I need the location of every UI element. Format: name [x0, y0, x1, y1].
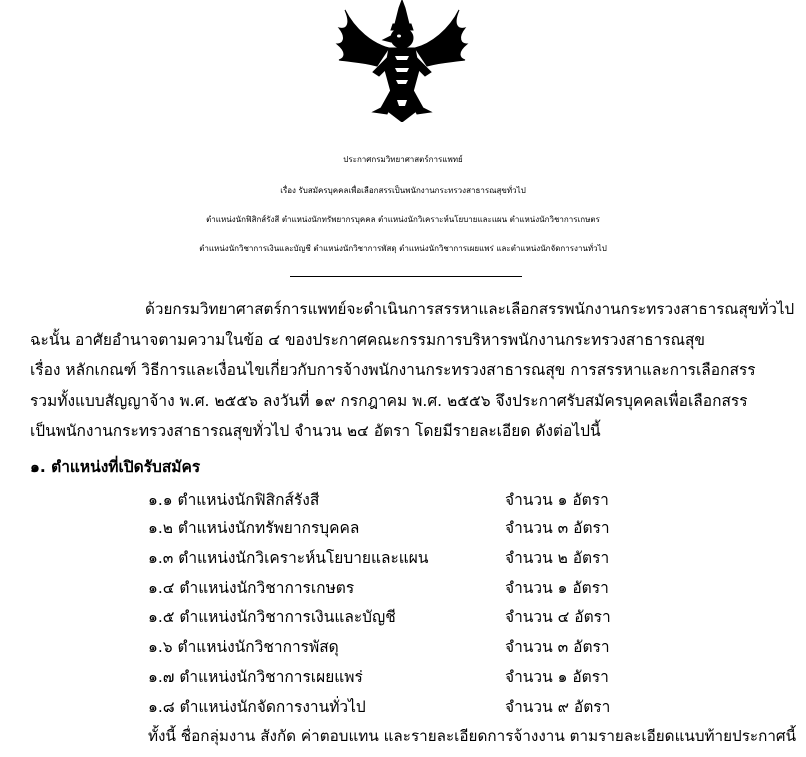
- position-row: [0, 518, 806, 544]
- position-row: [0, 490, 806, 516]
- section-note: ทั้งนี้ ชื่อกลุ่มงาน สังกัด ค่าตอบแทน และรายละเอียดการจ้างงาน ตามรายละเอียดแนบท้ายประกาศนี้: [148, 727, 797, 745]
- position-count: จำนวน ๑ อัตรา: [505, 668, 609, 686]
- announcement-subject: เรื่อง รับสมัครบุคคลเพื่อเลือกสรรเป็นพนักงานกระทรวงสาธารณสุขทั่วไป: [280, 186, 526, 195]
- paragraph-line: เรื่อง หลักเกณฑ์ วิธีการและเงื่อนไขเกี่ยวกับการจ้างพนักงานกระทรวงสาธารณสุข การสรรหาและการเลือกสรร: [30, 361, 756, 379]
- position-count: จำนวน ๑ อัตรา: [505, 579, 609, 597]
- paragraph-line: ฉะนั้น อาศัยอำนาจตามความในข้อ ๔ ของประกาศคณะกรรมการบริหารพนักงานกระทรวงสาธารณสุข: [30, 331, 706, 349]
- title-divider: [290, 276, 522, 277]
- positions-line-2: ตำแหน่งนักวิชาการเงินและบัญชี ตำแหน่งนักวิชาการพัสดุ ตำแหน่งนักวิชาการเผยแพร่ และตำแหน่งนักจัดการงานทั่วไป: [199, 244, 607, 253]
- section-heading: ๑. ตำแหน่งที่เปิดรับสมัคร: [30, 458, 201, 476]
- position-name: ๑.๓ ตำแหน่งนักวิเคราะห์นโยบายและแผน: [148, 549, 429, 567]
- position-count: จำนวน ๓ อัตรา: [505, 519, 610, 537]
- position-name: ๑.๖ ตำแหน่งนักวิชาการพัสดุ: [148, 638, 339, 656]
- position-row: [0, 578, 806, 604]
- position-name: ๑.๗ ตำแหน่งนักวิชาการเผยแพร่: [148, 668, 363, 686]
- position-name: ๑.๕ ตำแหน่งนักวิชาการเงินและบัญชี: [148, 608, 396, 626]
- position-count: จำนวน ๓ อัตรา: [505, 638, 610, 656]
- paragraph-line: รวมทั้งแบบสัญญาจ้าง พ.ศ. ๒๕๕๖ ลงวันที่ ๑๙ กรกฎาคม พ.ศ. ๒๕๕๖ จึงประกาศรับสมัครบุคคลเพื่อเลือกสรร: [30, 392, 748, 410]
- position-name: ๑.๑ ตำแหน่งนักฟิสิกส์รังสี: [148, 491, 320, 509]
- position-row: [0, 637, 806, 663]
- position-name: ๑.๔ ตำแหน่งนักวิชาการเกษตร: [148, 579, 355, 597]
- paragraph-line: เป็นพนักงานกระทรวงสาธารณสุขทั่วไป จำนวน ๒๔ อัตรา โดยมีรายละเอียด ดังต่อไปนี้: [30, 422, 601, 440]
- paragraph-line: ด้วยกรมวิทยาศาสตร์การแพทย์จะดำเนินการสรรหาและเลือกสรรพนักงานกระทรวงสาธารณสุขทั่วไป: [145, 300, 795, 318]
- announcement-title: ประกาศกรมวิทยาศาสตร์การแพทย์: [343, 155, 463, 164]
- position-row: [0, 667, 806, 693]
- position-name: ๑.๒ ตำแหน่งนักทรัพยากรบุคคล: [148, 519, 360, 537]
- position-count: จำนวน ๙ อัตรา: [505, 698, 611, 716]
- positions-line-1: ตำแหน่งนักฟิสิกส์รังสี ตำแหน่งนักทรัพยากรบุคคล ตำแหน่งนักวิเคราะห์นโยบายและแผน ตำแหน่งนักวิชาการเกษตร: [206, 215, 600, 224]
- position-row: [0, 697, 806, 723]
- position-row: [0, 607, 806, 633]
- position-count: จำนวน ๑ อัตรา: [505, 491, 609, 509]
- position-count: จำนวน ๒ อัตรา: [505, 549, 610, 567]
- position-count: จำนวน ๔ อัตรา: [505, 608, 611, 626]
- garuda-emblem-icon: [333, 0, 471, 122]
- position-name: ๑.๘ ตำแหน่งนักจัดการงานทั่วไป: [148, 698, 366, 716]
- position-row: [0, 548, 806, 574]
